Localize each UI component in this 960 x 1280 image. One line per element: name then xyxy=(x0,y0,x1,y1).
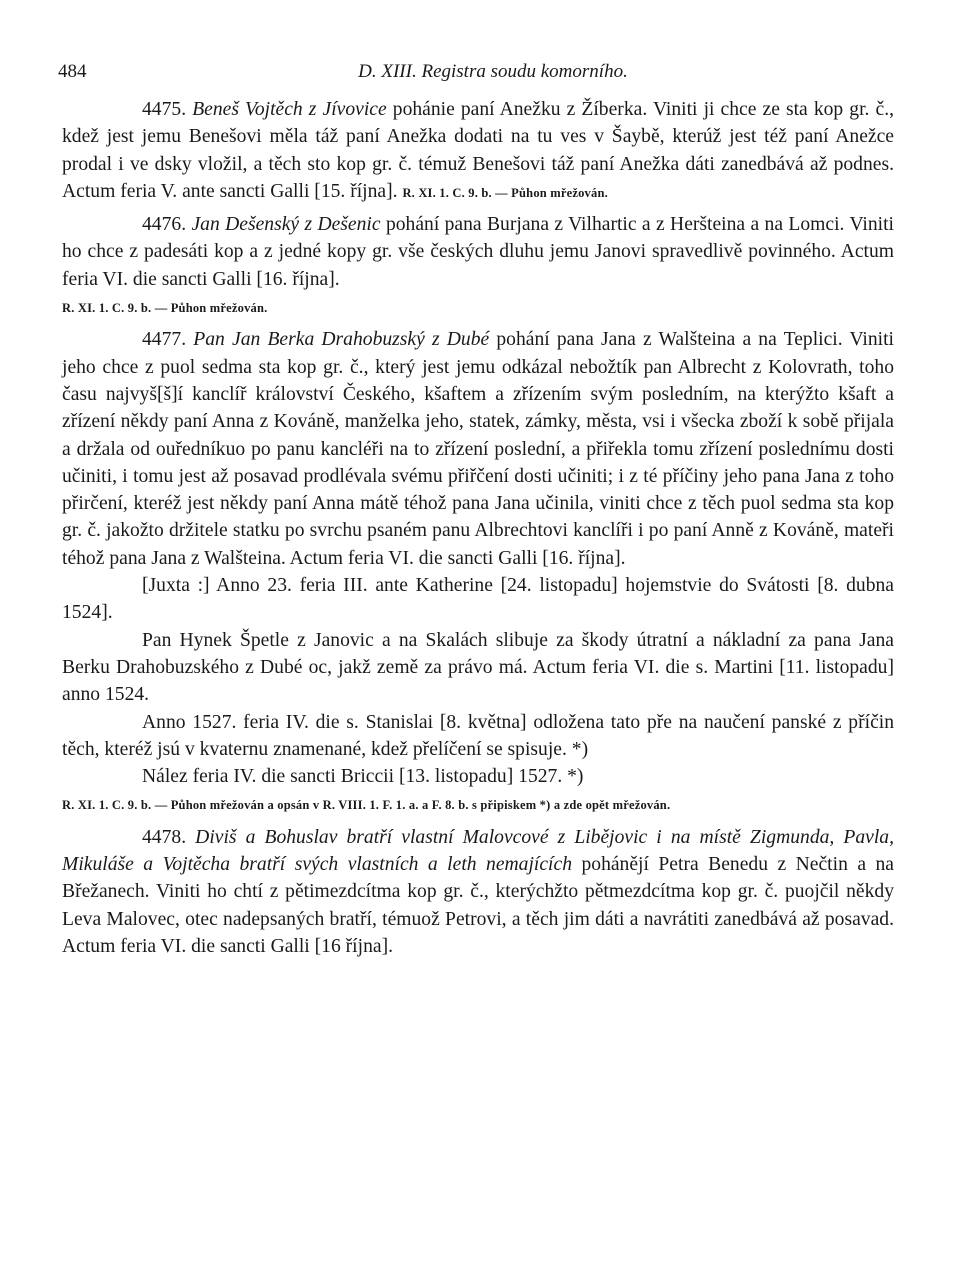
entry-4476 xyxy=(62,211,894,293)
entry-text: pohání pana Jana z Walšteina a na Teplici. Viniti jeho chce z puol sedma sta kop gr. č., který jest jemu odkázal nebožtík pan Albrecht z Kolovrath, toho času najvyš[š]í kanclíř království Českého, kšaftem a zřízením svým posledním, na kterýžto kšaft a zřízení někdy paní Anna z Kováně, manželka jeho, statek, zámky, města, vsi i všecka zboží k sobě přijala a držala od ouředníkuo po panu kancléři na to zřízení poslední, a přiřekla tomu zřízení poslednímu dosti učiniti, i tomu jest až posavad prodlévala svému přiřčení dosti učiniti; i z té příčiny jeho pana Jana z toho přirčení, kteréž jest někdy paní Anna mátě téhož pana Jana učinila, viniti chce z těch puol sedma sta kop gr. č. jakožto držitele statku po svrchu psaném panu Albrechtovi kanclíři i po paní Anně z Kováně, mateři téhož pana Jana z Walšteina. Actum feria VI. die sancti Galli [16. října]. xyxy=(62,329,894,569)
source-note: R. XI. 1. C. 9. b. — Půhon mřežován a opsán v R. VIII. 1. F. 1. a. a F. 8. b. s připiskem *) a zde opět mřežován. xyxy=(62,798,671,813)
page-header xyxy=(58,58,894,96)
entry-note: Anno 1527. feria IV. die s. Stanislai [8. května] odložena tato pře na naučení panské z příčin těch, kteréž jsú v kvaternu znamenané, kdež přelíčení se spisuje. *) xyxy=(62,711,894,760)
entry-text: pohání pana Burjana z Vilhartic a z Heršteina a na Lomci. Viniti ho chce z padesáti kop a z jedné kopy gr. vše českých dluhu jemu Janovi spravedlivě povinného. Actum feria VI. die sancti Galli [16. října]. xyxy=(62,214,894,290)
entry-party: Diviš a Bohuslav bratří vlastní Malovcové z Liběјovic i na místě Zigmunda, Pavla, Mikuláše a Vojtěcha bratří svých vlastních a leth nemajících xyxy=(62,826,894,876)
source-note-line xyxy=(62,293,894,322)
entry-note: Pan Hynek Špetle z Janovic a na Skalách slibuje za škody útratní a nákladní za pana Jana Berku Drahobuzského z Dubé oc, jakž země za právo má. Actum feria VI. die s. Martini [11. listopadu] anno 1524. xyxy=(62,629,894,706)
entry-number: 4477. xyxy=(142,329,187,351)
entry-4475 xyxy=(62,96,894,207)
entry-text: pohánie paní Anežku z Žíberka. Viniti ji chce ze sta kop gr. č., kdež jest jemu Benešovi měla táž paní Anežka dodati na tu ves v Šaybě, kterúž jest též paní Anežce prodal i ve dsky vložil, a těch sto kop gr. č. témuž Benešovi táž paní Anežka dáti zanedbává až podnes. Actum feria V. ante sancti Galli [15. října]. xyxy=(62,99,894,202)
entry-note: Nález feria IV. die sancti Briccii [13. listopadu] 1527. *) xyxy=(142,766,584,788)
running-title: D. XIII. Registra soudu komorního. xyxy=(358,61,628,82)
entry-number: 4475. xyxy=(142,99,187,120)
entry-party: Jan Dešenský z Dešenic xyxy=(191,214,381,236)
document-page xyxy=(58,58,895,960)
entry-number: 4478. xyxy=(142,826,187,848)
entry-party: Pan Jan Berka Drahobuzský z Dubé xyxy=(193,329,490,351)
source-note-line xyxy=(62,790,894,819)
entry-text: pohánějí Petra Benedu z Nečtin a na Břežanech. Viniti ho chtí z pětimezdcítma kop gr. č., kterýchžto pětmezdcítma kop gr. č. puojčil někdy Leva Malovec, otec nadepsaných bratří, témuož Petrovi, a těch jim dáti a navrátiti zanedbává až posavad. Actum feria VI. die sancti Galli [16 října]. xyxy=(62,854,895,957)
page-number: 484 xyxy=(58,61,87,82)
source-note: R. XI. 1. C. 9. b. — Půhon mřežován. xyxy=(62,301,268,316)
entry-number: 4476. xyxy=(142,214,187,236)
entry-4478 xyxy=(62,824,894,960)
entry-note: [Juxta :] Anno 23. feria III. ante Katherine [24. listopadu] hojemstvie do Svátosti [8. dubna 1524]. xyxy=(62,575,894,624)
entry-party: Beneš Vojtěch z Jívovice xyxy=(192,99,387,120)
entry-4477 xyxy=(62,326,894,572)
source-note: R. XI. 1. C. 9. b. — Půhon mřežován. xyxy=(402,185,608,200)
